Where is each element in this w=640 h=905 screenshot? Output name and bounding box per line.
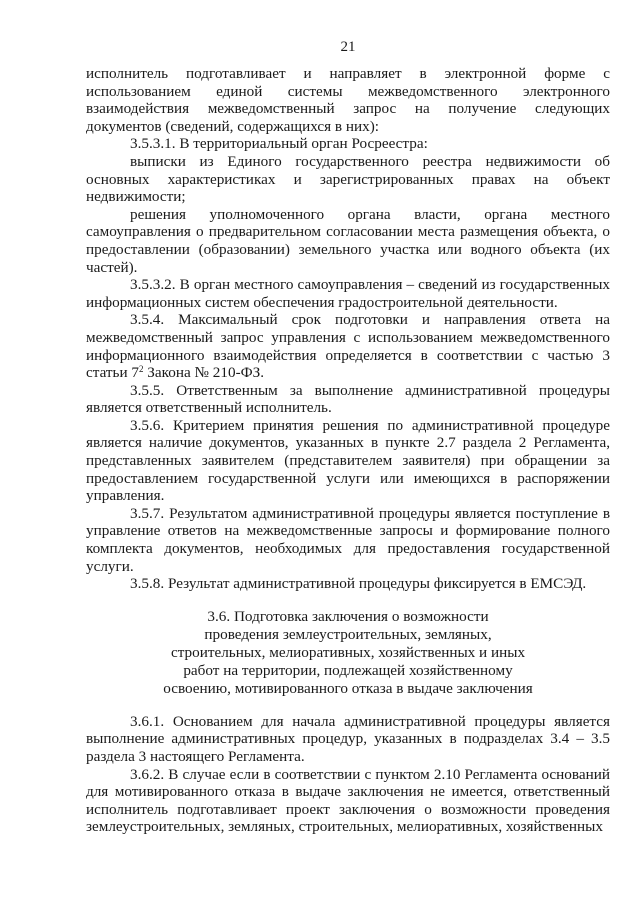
paragraph-3-5-3-2: 3.5.3.2. В орган местного самоуправления – сведений из государственных информационных систем обеспечения градостроительной деятельности. <box>86 276 610 311</box>
paragraph-decisions: решения уполномоченного органа власти, органа местного самоуправления о предварительном согласовании места размещения объекта, о предоставлении (образовании) земельного участка или водного объекта (их частей). <box>86 205 610 276</box>
heading-line: освоению, мотивированного отказа в выдаче заключения <box>163 679 533 697</box>
paragraph-3-5-4-text: 3.5.4. Максимальный срок подготовки и направления ответа на межведомственный запрос управления с использованием межведомственного информационного взаимодействия определяется в соответствии с частью 3 статьи 7 <box>86 311 610 382</box>
paragraph-3-6-1: 3.6.1. Основанием для начала административной процедуры является выполнение административных процедур, указанных в подразделах 3.4 – 3.5 раздела 3 настоящего Регламента. <box>86 712 610 765</box>
paragraph-continuation: исполнитель подготавливает и направляет в электронной форме с использованием единой системы межведомственного электронного взаимодействия межведомственный запрос на получение следующих документов (сведений, содержащихся в них): <box>86 65 610 135</box>
section-heading-3-6 <box>86 608 610 698</box>
heading-line: 3.6. Подготовка заключения о возможности <box>207 607 489 625</box>
page-number: 21 <box>340 39 356 55</box>
spacer <box>86 698 610 713</box>
paragraph-3-5-5: 3.5.5. Ответственным за выполнение административной процедуры является ответственный исполнитель. <box>86 381 610 417</box>
heading-line: проведения землеустроительных, земляных, <box>204 625 492 643</box>
paragraph-3-5-4 <box>86 311 610 381</box>
article-superscript: 2 <box>139 364 144 375</box>
heading-line: строительных, мелиоративных, хозяйственных и иных <box>170 643 526 661</box>
heading-line: работ на территории, подлежащей хозяйственному <box>183 661 513 679</box>
paragraph-3-5-6: 3.5.6. Критерием принятия решения по административной процедуре является наличие документов, указанных в пункте 2.7 раздела 2 Регламента, представленных заявителем (представителем заявителя) при обращении за предоставлением государственной услуги или имеющихся в распоряжении управления. <box>86 416 610 505</box>
paragraph-3-5-7: 3.5.7. Результатом административной процедуры является поступление в управление ответов на межведомственные запросы и формирование полного комплекта документов, необходимых для предоставления государственной услуги. <box>86 504 610 575</box>
spacer <box>86 593 610 608</box>
paragraph-3-5-4-law: Закона № 210-ФЗ. <box>143 364 265 382</box>
paragraph-3-6-2: 3.6.2. В случае если в соответствии с пунктом 2.10 Регламента оснований для мотивированного отказа в выдаче заключения не имеется, ответственный исполнитель подготавливает проект заключения о возможности проведения землеустроительных, земляных, строительных, мелиоративных, хозяйственных <box>86 765 610 836</box>
paragraph-3-5-8: 3.5.8. Результат административной процедуры фиксируется в ЕМСЭД. <box>130 575 587 593</box>
paragraph-3-5-3-1: 3.5.3.1. В территориальный орган Росреестра: <box>130 135 428 153</box>
paragraph-egrn-extracts: выписки из Единого государственного реестра недвижимости об основных характеристиках и зарегистрированных правах на объект недвижимости; <box>86 152 610 206</box>
